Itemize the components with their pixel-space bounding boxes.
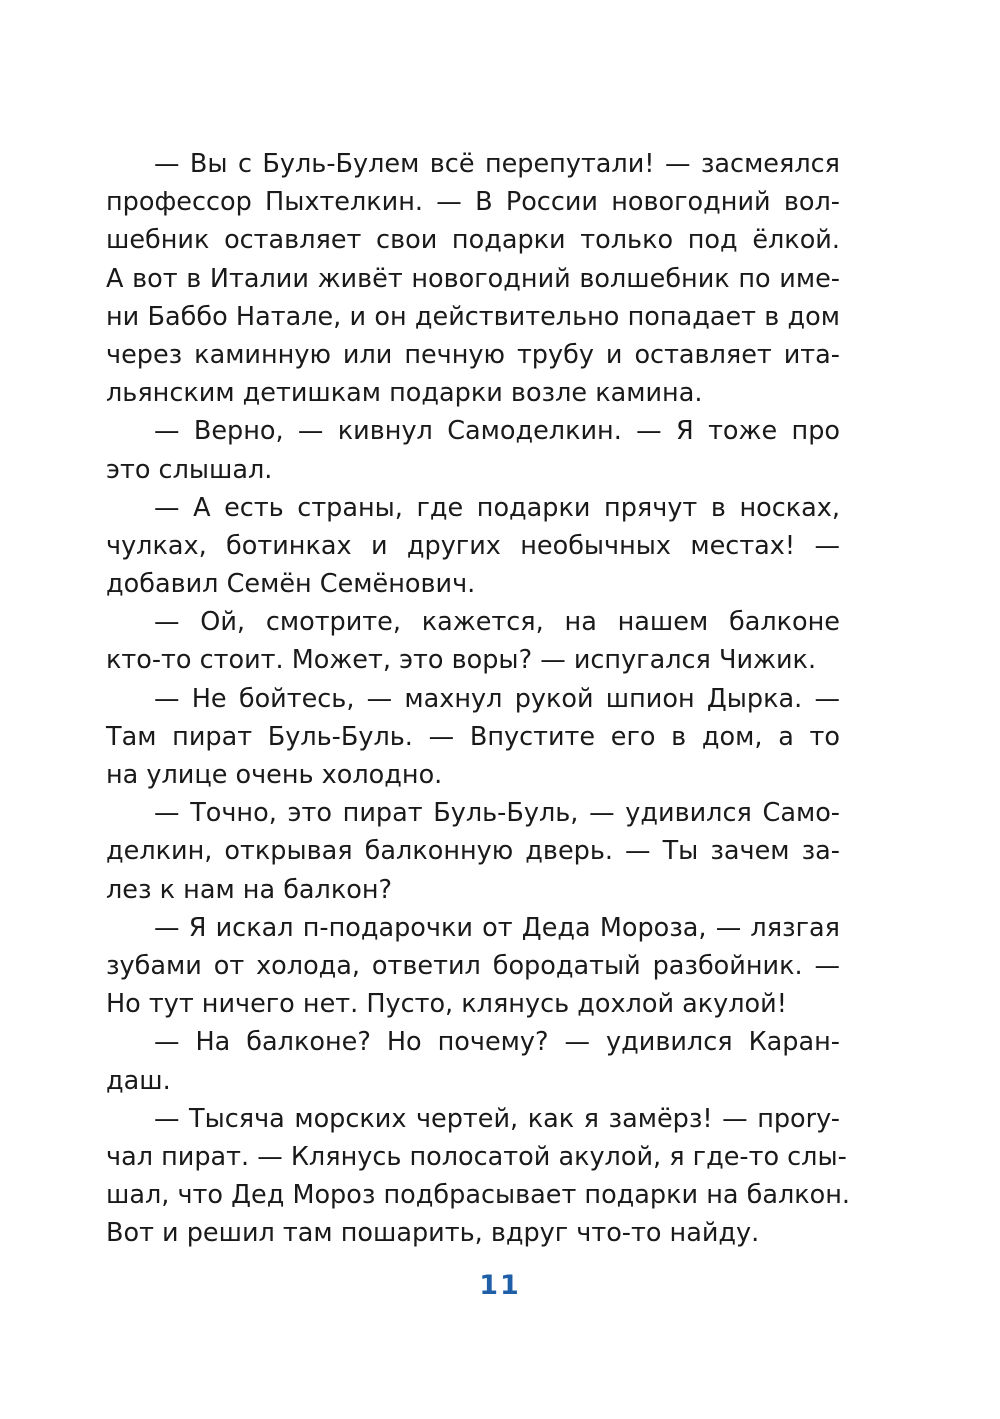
text-line: ни Баббо Натале, и он действительно попадает в дом — [106, 301, 840, 332]
text-line: делкин, открывая балконную дверь. — Ты зачем за- — [106, 836, 840, 867]
text-line: через каминную или печную трубу и оставляет ита- — [106, 339, 840, 370]
text-line: — Ой, смотрите, кажется, на нашем балконе — [154, 607, 840, 638]
text-line: — На балконе? Но почему? — удивился Каран- — [154, 1027, 840, 1058]
page-number: 11 — [479, 1270, 521, 1301]
text-line: Вот и решил там пошарить, вдруг что-то найду. — [106, 1218, 760, 1249]
text-line: А вот в Италии живёт новогодний волшебник по име- — [106, 263, 840, 294]
text-line: Там пират Буль-Буль. — Впустите его в дом, а то — [106, 721, 840, 752]
text-line: — Точно, это пират Буль-Буль, — удивился Само- — [154, 798, 840, 829]
text-line: добавил Семён Семёнович. — [106, 569, 476, 600]
text-line: чулках, ботинках и других необычных местах! — — [106, 530, 840, 561]
text-line: даш. — [106, 1065, 171, 1096]
body-text — [106, 145, 851, 1252]
text-line: на улице очень холодно. — [106, 760, 443, 790]
text-line: — Я искал п-подарочки от Деда Мороза, — лязгая — [154, 912, 840, 943]
text-line: чал пират. — Клянусь полосатой акулой, я где-то слы- — [106, 1141, 847, 1172]
text-line: — Не бойтесь, — махнул рукой шпион Дырка. — — [154, 683, 840, 714]
text-line: — Вы с Буль-Булем всё перепутали! — засмеялся — [154, 149, 840, 179]
text-line: Но тут ничего нет. Пусто, клянусь дохлой акулой! — [106, 989, 787, 1020]
text-line: лез к нам на балкон? — [106, 874, 393, 905]
text-line: кто-то стоит. Может, это воры? — испугался Чижик. — [106, 645, 817, 676]
text-line: профессор Пыхтелкин. — В России новогодний вол- — [106, 187, 840, 218]
text-line: — Верно, — кивнул Самоделкин. — Я тоже про — [154, 416, 840, 447]
text-line: — А есть страны, где подарки прячут в носках, — [154, 492, 840, 523]
text-line: льянским детишкам подарки возле камина. — [106, 378, 703, 409]
text-line: шал, что Дед Мороз подбрасывает подарки на балкон. — [106, 1180, 851, 1211]
text-line: зубами от холода, ответил бородатый разбойник. — — [106, 950, 840, 981]
text-line: это слышал. — [106, 454, 273, 485]
text-line: — Тысяча морских чертей, как я замёрз! — прory- — [154, 1103, 840, 1134]
text-line: шебник оставляет свои подарки только под ёлкой. — [106, 225, 840, 256]
